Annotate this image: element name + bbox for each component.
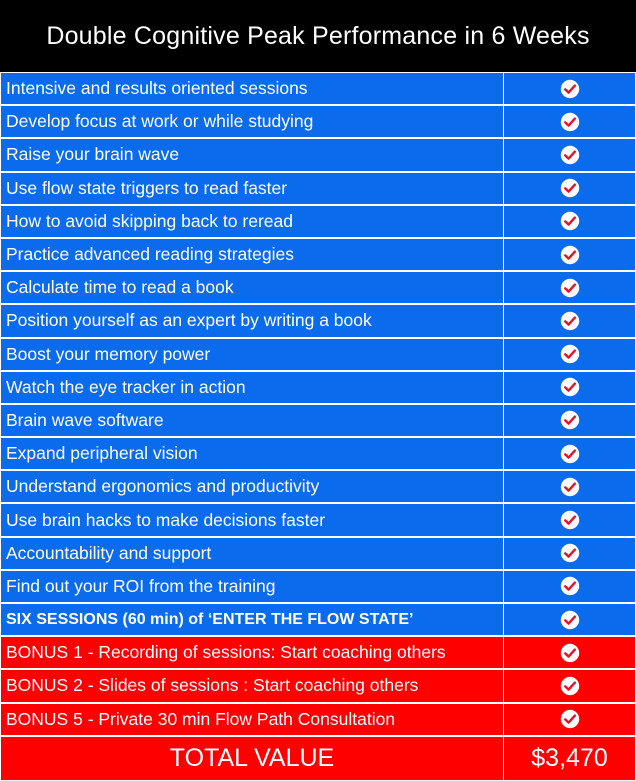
- check-circle-icon: [560, 145, 580, 165]
- table-row: [0, 636, 636, 669]
- check-cell: [504, 470, 636, 503]
- total-label: TOTAL VALUE: [0, 736, 504, 781]
- feature-label: BONUS 5 - Private 30 min Flow Path Consultation: [0, 703, 504, 736]
- table-row: [0, 404, 636, 437]
- table-row: [0, 570, 636, 603]
- check-circle-icon: [560, 245, 580, 265]
- check-circle-icon: [560, 576, 580, 596]
- check-circle-icon: [560, 211, 580, 231]
- check-cell: [504, 537, 636, 570]
- check-circle-icon: [560, 278, 580, 298]
- table-row: [0, 271, 636, 304]
- feature-label: How to avoid skipping back to reread: [0, 205, 504, 238]
- feature-label: Use flow state triggers to read faster: [0, 172, 504, 205]
- feature-label: Find out your ROI from the training: [0, 570, 504, 603]
- table-row: [0, 470, 636, 503]
- table-row: [0, 172, 636, 205]
- feature-label: BONUS 2 - Slides of sessions : Start coaching others: [0, 669, 504, 702]
- check-cell: [504, 304, 636, 337]
- table-row: [0, 371, 636, 404]
- feature-label: Calculate time to read a book: [0, 271, 504, 304]
- feature-label: SIX SESSIONS (60 min) of ‘ENTER THE FLOW STATE’: [0, 603, 504, 636]
- total-value: $3,470: [504, 736, 636, 781]
- page-title: Double Cognitive Peak Performance in 6 Weeks: [46, 21, 590, 50]
- check-circle-icon: [560, 676, 580, 696]
- feature-label: Expand peripheral vision: [0, 437, 504, 470]
- check-circle-icon: [560, 311, 580, 331]
- check-cell: [504, 570, 636, 603]
- check-circle-icon: [560, 477, 580, 497]
- feature-label: Raise your brain wave: [0, 138, 504, 171]
- total-row: [0, 736, 636, 781]
- feature-label: Boost your memory power: [0, 338, 504, 371]
- check-cell: [504, 238, 636, 271]
- check-circle-icon: [560, 543, 580, 563]
- feature-label: Intensive and results oriented sessions: [0, 72, 504, 105]
- check-circle-icon: [560, 610, 580, 630]
- table-row: [0, 437, 636, 470]
- check-circle-icon: [560, 643, 580, 663]
- check-cell: [504, 437, 636, 470]
- feature-label: Develop focus at work or while studying: [0, 105, 504, 138]
- feature-label: Practice advanced reading strategies: [0, 238, 504, 271]
- table-header: [0, 0, 636, 72]
- check-circle-icon: [560, 709, 580, 729]
- check-circle-icon: [560, 79, 580, 99]
- check-cell: [504, 404, 636, 437]
- check-cell: [504, 138, 636, 171]
- table-row: [0, 703, 636, 736]
- check-cell: [504, 172, 636, 205]
- feature-label: Position yourself as an expert by writing a book: [0, 304, 504, 337]
- table-row: [0, 205, 636, 238]
- feature-label: Accountability and support: [0, 537, 504, 570]
- table-row: [0, 338, 636, 371]
- check-cell: [504, 636, 636, 669]
- check-cell: [504, 271, 636, 304]
- check-circle-icon: [560, 444, 580, 464]
- check-circle-icon: [560, 410, 580, 430]
- check-circle-icon: [560, 178, 580, 198]
- check-circle-icon: [560, 377, 580, 397]
- check-cell: [504, 205, 636, 238]
- table-row: [0, 503, 636, 536]
- check-cell: [504, 72, 636, 105]
- check-cell: [504, 503, 636, 536]
- check-circle-icon: [560, 510, 580, 530]
- check-circle-icon: [560, 344, 580, 364]
- feature-label: Watch the eye tracker in action: [0, 371, 504, 404]
- check-circle-icon: [560, 112, 580, 132]
- table-row: [0, 669, 636, 702]
- feature-label: BONUS 1 - Recording of sessions: Start coaching others: [0, 636, 504, 669]
- feature-rows: [0, 72, 636, 736]
- table-row: [0, 304, 636, 337]
- check-cell: [504, 603, 636, 636]
- feature-label: Brain wave software: [0, 404, 504, 437]
- check-cell: [504, 371, 636, 404]
- check-cell: [504, 703, 636, 736]
- table-row: [0, 138, 636, 171]
- check-cell: [504, 338, 636, 371]
- table-row: [0, 537, 636, 570]
- table-row: [0, 105, 636, 138]
- check-cell: [504, 105, 636, 138]
- feature-label: Understand ergonomics and productivity: [0, 470, 504, 503]
- table-row: [0, 238, 636, 271]
- table-row: [0, 603, 636, 636]
- check-cell: [504, 669, 636, 702]
- table-row: [0, 72, 636, 105]
- feature-label: Use brain hacks to make decisions faster: [0, 503, 504, 536]
